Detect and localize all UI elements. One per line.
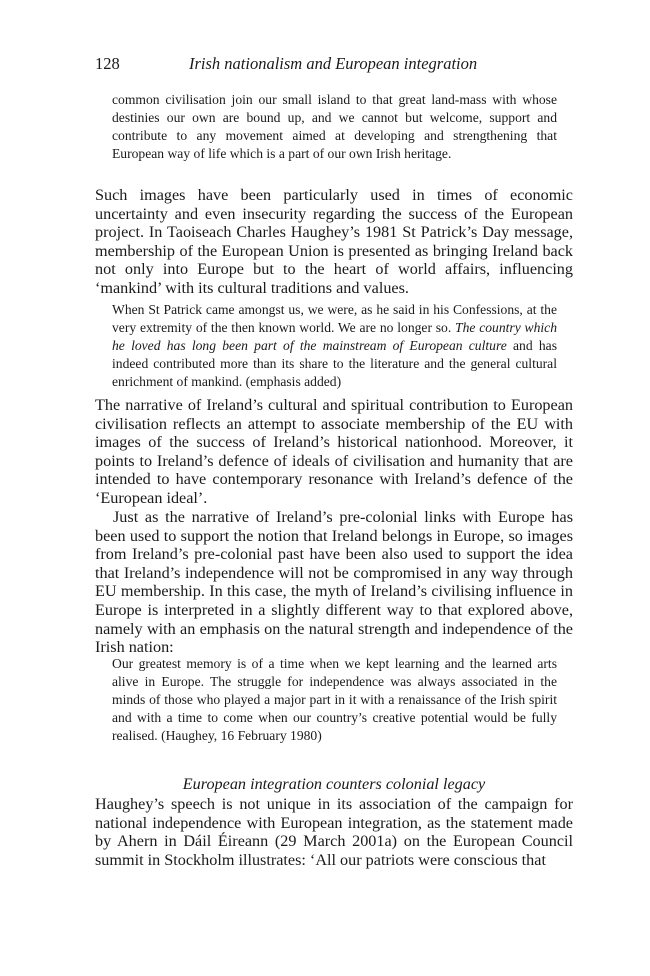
block-quote-3 bbox=[112, 655, 557, 745]
quote-2-after: and has indeed contributed more than its share to the literature and the general cultural enrichment of mankind. (emphasis added) bbox=[112, 338, 557, 390]
paragraph-1-text: Such images have been particularly used in times of economic uncertainty and even insecurity regarding the success of the European project. In Taoiseach Charles Haughey’s 1981 St Patrick’s Day message, membership of the European Union is presented as bringing Ireland back not only into Europe but to the heart of world affairs, influencing ‘mankind’ with its cultural traditions and values. bbox=[95, 186, 573, 297]
paragraph-3 bbox=[95, 508, 573, 657]
paragraph-2 bbox=[95, 396, 573, 508]
block-quote-1-text: common civilisation join our small island to that great land-mass with whose destinies our own are bound up, and we cannot but welcome, support and contribute to any movement aimed at developing and strengthening that European way of life which is a part of our own Irish heritage. bbox=[112, 92, 557, 162]
paragraph-4 bbox=[95, 795, 573, 869]
block-quote-1 bbox=[112, 91, 557, 163]
paragraph-2-text: The narrative of Ireland’s cultural and spiritual contribution to European civilisation reflects an attempt to associate membership of the EU with images of the success of Ireland’s historical nationhood. Moreover, it points to Ireland’s defence of ideals of civilisation and humanity that are intended to have contemporary resonance with Ireland’s defence of the ‘European ideal’. bbox=[95, 396, 573, 507]
paragraph-4-text: Haughey’s speech is not unique in its association of the campaign for national independence with European integration, as the statement made by Ahern in Dáil Éireann (29 March 2001a) on the European Council summit in Stockholm illustrates: ‘All our patriots were conscious that bbox=[95, 795, 573, 869]
paragraph-1 bbox=[95, 186, 573, 298]
block-quote-3-text: Our greatest memory is of a time when we kept learning and the learned arts alive in Europe. The struggle for independence was always associated in the minds of those who played a major part in it with a renaissance of the Irish spirit and with a time to come when our country’s creative potential would be fully realised. (Haughey, 16 February 1980) bbox=[112, 656, 557, 744]
page-number: 128 bbox=[95, 54, 120, 73]
section-heading: European integration counters colonial legacy bbox=[182, 775, 486, 793]
block-quote-2-text bbox=[112, 301, 557, 391]
block-quote-2 bbox=[112, 301, 557, 391]
paragraph-3-text: Just as the narrative of Ireland’s pre-colonial links with Europe has been used to support the notion that Ireland belongs in Europe, so images from Ireland’s pre-colonial past have been also used to support the idea that Ireland’s independence will not be compromised in any way through EU membership. In this case, the myth of Ireland’s civilising influence in Europe is interpreted in a slightly different way to that explored above, namely with an emphasis on the natural strength and independence of the Irish nation: bbox=[95, 508, 573, 657]
running-head bbox=[95, 54, 573, 76]
running-head-title: Irish nationalism and European integration bbox=[189, 54, 478, 73]
quote-2-before: When St Patrick came amongst us, we were, as he said in his Confessions, at the very extremity of the then known world. We are no longer so. bbox=[112, 302, 557, 336]
quote-2-emphasis: The country which he loved has long been part of the mainstream of European culture bbox=[112, 320, 557, 354]
